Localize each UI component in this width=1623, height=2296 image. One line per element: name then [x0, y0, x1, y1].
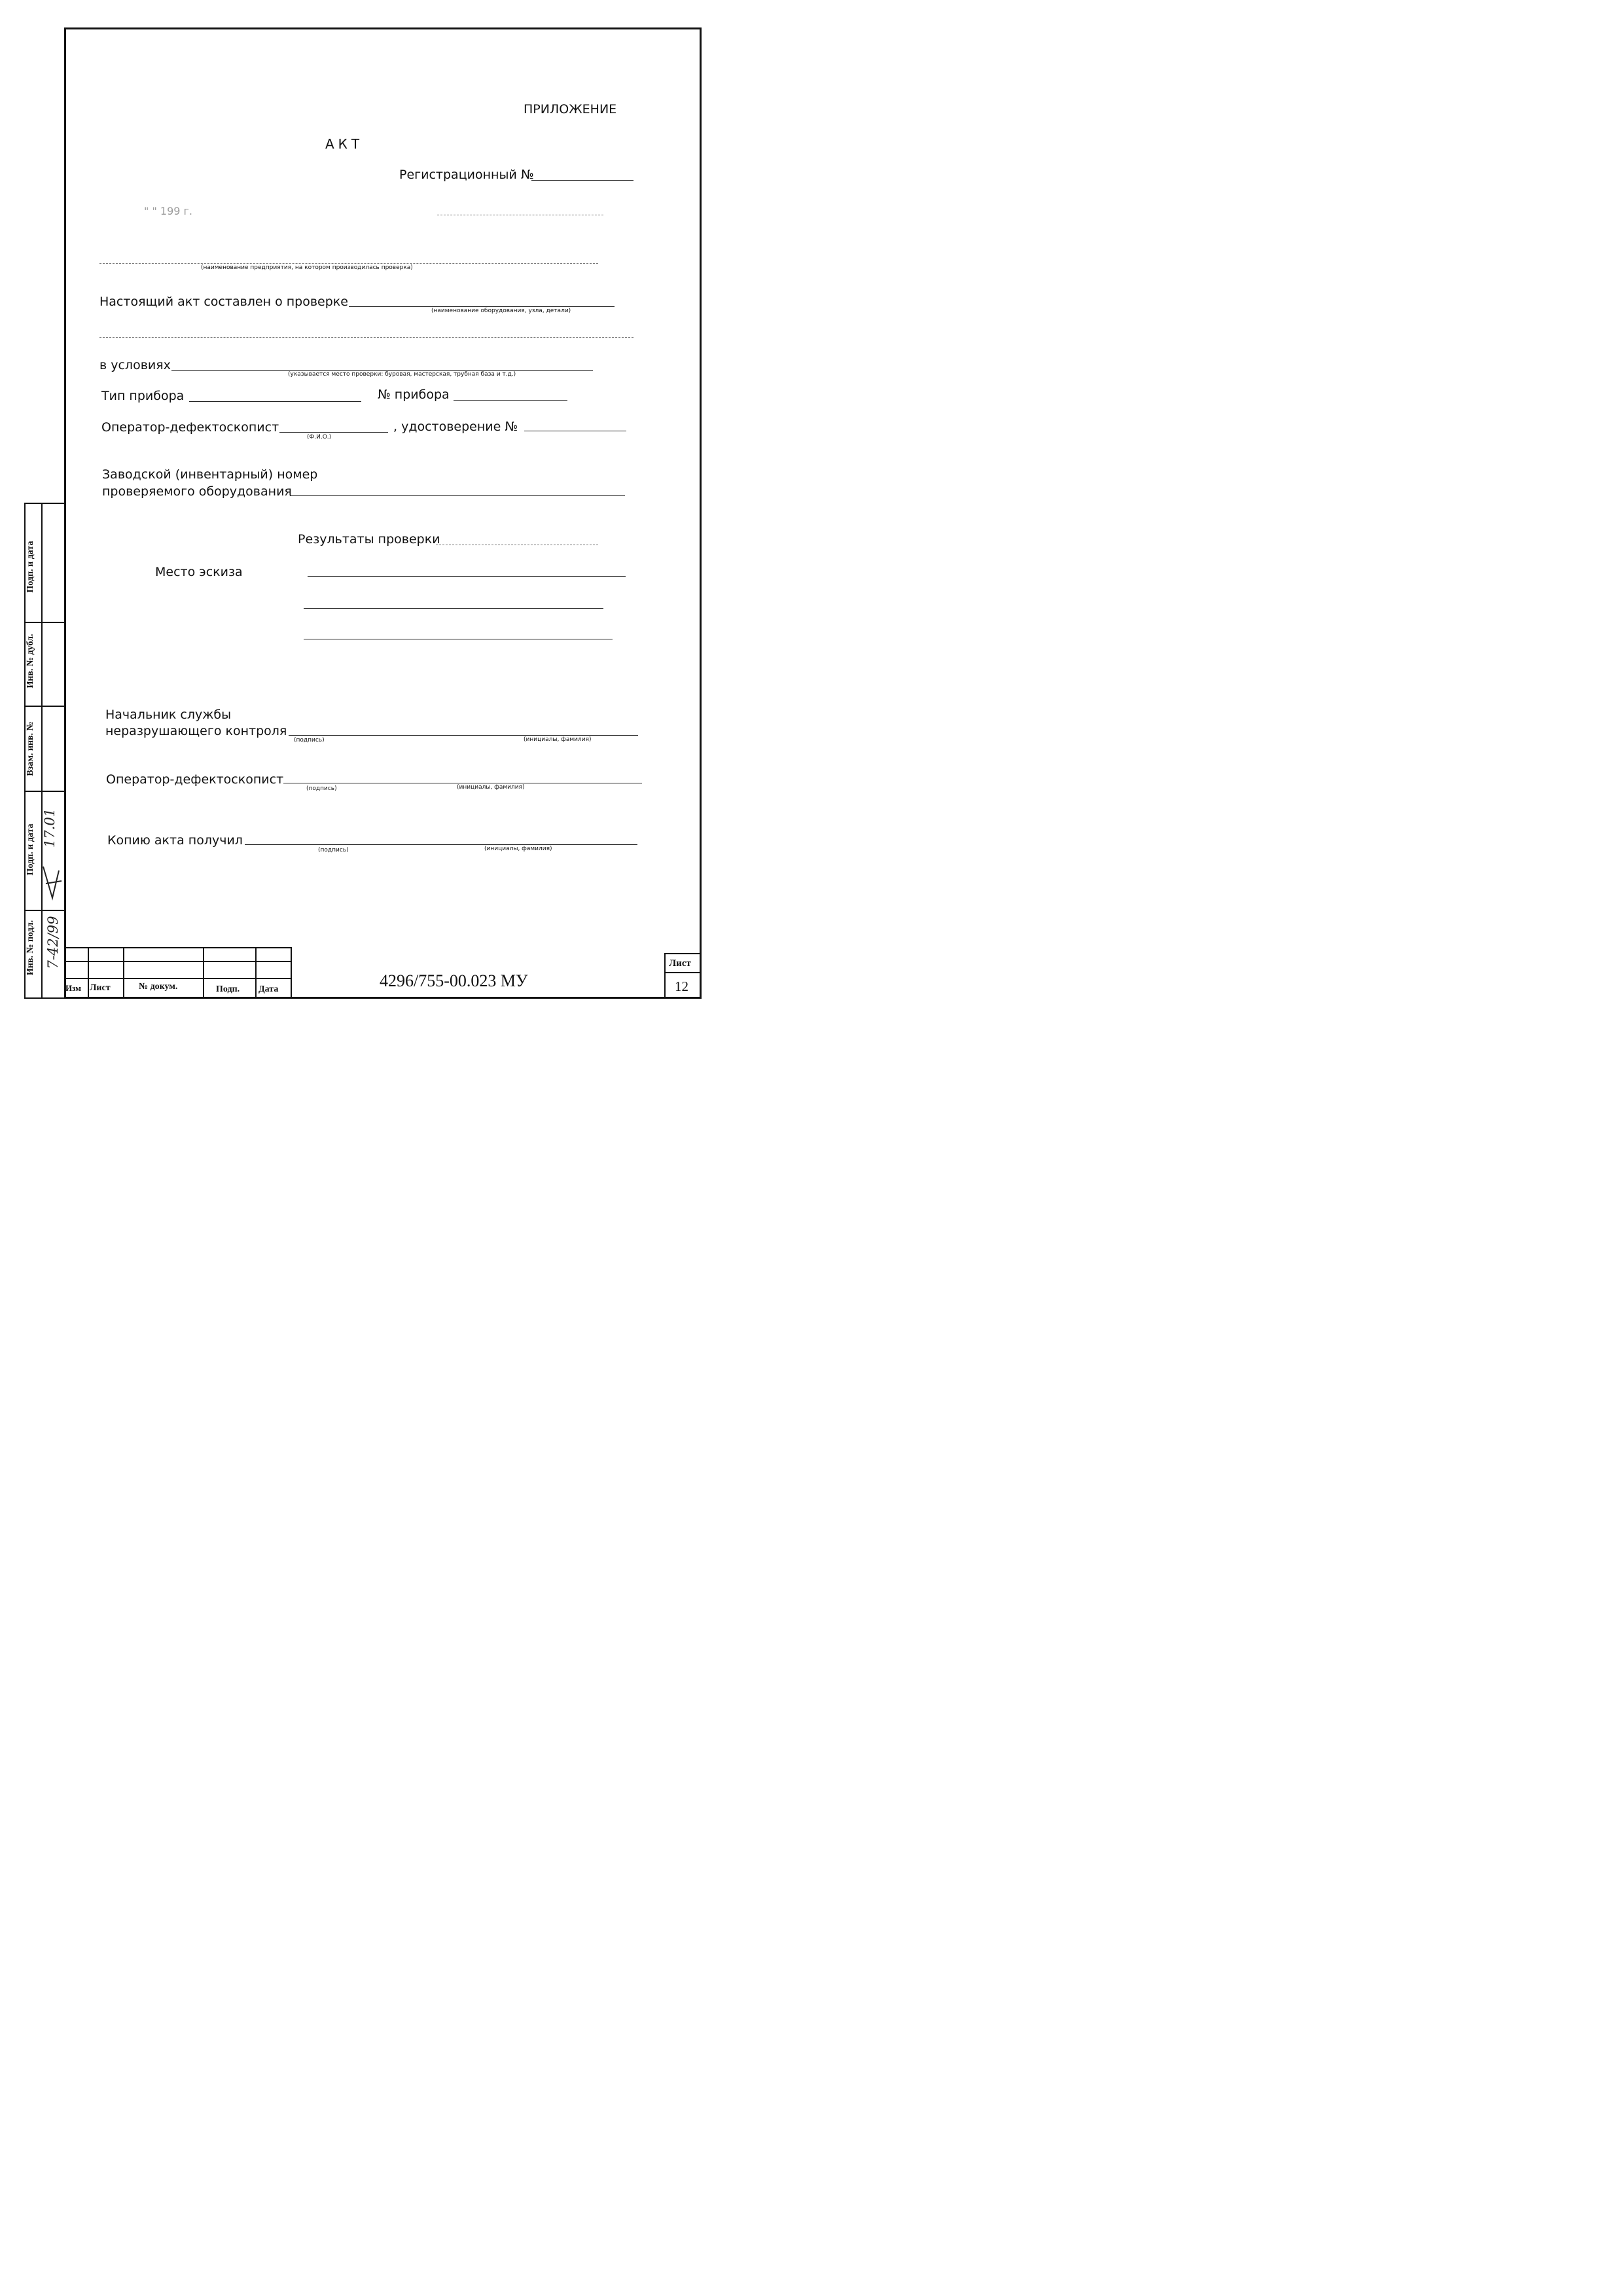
copy-received-field[interactable]	[245, 844, 637, 845]
results-field-3[interactable]	[304, 608, 603, 609]
enterprise-caption: (наименование предприятия, на котором производилась проверка)	[201, 264, 413, 271]
page-frame	[64, 27, 702, 999]
sketch-label: Место эскиза	[155, 565, 243, 579]
stamp-podp-data-bottom: Подп. и дата	[26, 823, 35, 876]
title-block-col	[664, 953, 666, 999]
conditions-caption: (указывается место проверки: буровая, мастерская, трубная база и т.д.)	[288, 371, 516, 378]
title-block-top	[65, 947, 292, 948]
registration-field[interactable]	[531, 180, 633, 181]
operator-label: Оператор-дефектоскопист	[101, 420, 279, 435]
title-block-col	[88, 947, 89, 998]
inspection-label: Настоящий акт составлен о проверке	[99, 295, 348, 309]
device-type-field[interactable]	[189, 401, 361, 402]
title-block-row	[65, 978, 292, 979]
copy-received-label: Копию акта получил	[107, 833, 243, 848]
results-label: Результаты проверки	[298, 532, 440, 547]
strip-divider	[41, 504, 43, 997]
strip-row-line	[26, 706, 66, 707]
title-block-col	[123, 947, 124, 998]
strip-row-line	[26, 791, 66, 792]
document-title: АКТ	[325, 136, 364, 152]
inspection-field[interactable]	[349, 306, 615, 307]
title-block-row	[664, 953, 701, 954]
col-doc: № докум.	[139, 982, 178, 992]
chief-name-caption: (инициалы, фамилия)	[524, 736, 592, 743]
certificate-label: , удостоверение №	[393, 420, 518, 434]
operator-sign-caption: (подпись)	[306, 785, 337, 792]
operator-caption: (Ф.И.О.)	[307, 434, 332, 440]
results-field-2[interactable]	[308, 576, 626, 577]
stamp-vzam-inv: Взам. инв. №	[26, 721, 35, 776]
inspection-caption: (наименование оборудования, узла, детали)	[431, 308, 571, 314]
enterprise-field[interactable]	[99, 263, 598, 264]
stamp-podp-data-top: Подп. и дата	[26, 541, 35, 593]
chief-sign-caption: (подпись)	[294, 737, 325, 744]
inspection-field-continued[interactable]	[99, 337, 633, 338]
chief-label-line1: Начальник службы	[105, 708, 232, 722]
col-izm: Изм	[65, 983, 82, 993]
handwritten-inv-number: 7-42/99	[45, 916, 61, 969]
title-block-col	[203, 947, 204, 998]
operator-name-caption: (инициалы, фамилия)	[457, 784, 525, 791]
chief-signature-field[interactable]	[289, 735, 638, 736]
copy-name-caption: (инициалы, фамилия)	[484, 846, 552, 852]
serial-label-line1: Заводской (инвентарный) номер	[102, 467, 318, 482]
document-code: 4296/755-00.023 МУ	[380, 971, 528, 990]
title-block-col	[255, 947, 257, 998]
title-block-row	[65, 961, 292, 962]
conditions-label: в условиях	[99, 358, 171, 372]
col-podp: Подп.	[216, 984, 240, 994]
handwritten-signature	[39, 864, 65, 903]
stamp-inv-dubl: Инв. № дубл.	[26, 634, 35, 689]
strip-row-line	[26, 622, 66, 623]
operator-sign-label: Оператор-дефектоскопист	[106, 772, 284, 787]
serial-label-line2: проверяемого оборудования	[102, 484, 292, 499]
registration-label: Регистрационный №	[399, 168, 534, 182]
date-line: " " 199 г.	[144, 205, 193, 217]
title-block-row	[664, 972, 701, 973]
strip-row-line	[26, 910, 66, 911]
title-block-col	[291, 947, 292, 998]
col-list: Лист	[90, 983, 111, 993]
handwritten-date: 17.01	[42, 808, 58, 848]
operator-name-field[interactable]	[279, 432, 388, 433]
col-date: Дата	[259, 984, 279, 994]
chief-label-line2: неразрушающего контроля	[105, 724, 287, 738]
serial-field[interactable]	[290, 495, 625, 496]
appendix-label: ПРИЛОЖЕНИЕ	[524, 102, 617, 117]
sheet-number: 12	[675, 978, 688, 994]
sheet-label: Лист	[669, 958, 691, 969]
device-type-label: Тип прибора	[101, 389, 185, 403]
copy-sign-caption: (подпись)	[318, 847, 349, 853]
device-number-label: № прибора	[378, 387, 450, 402]
device-number-field[interactable]	[454, 400, 567, 401]
stamp-inv-podl: Инв. № подл.	[26, 920, 35, 976]
